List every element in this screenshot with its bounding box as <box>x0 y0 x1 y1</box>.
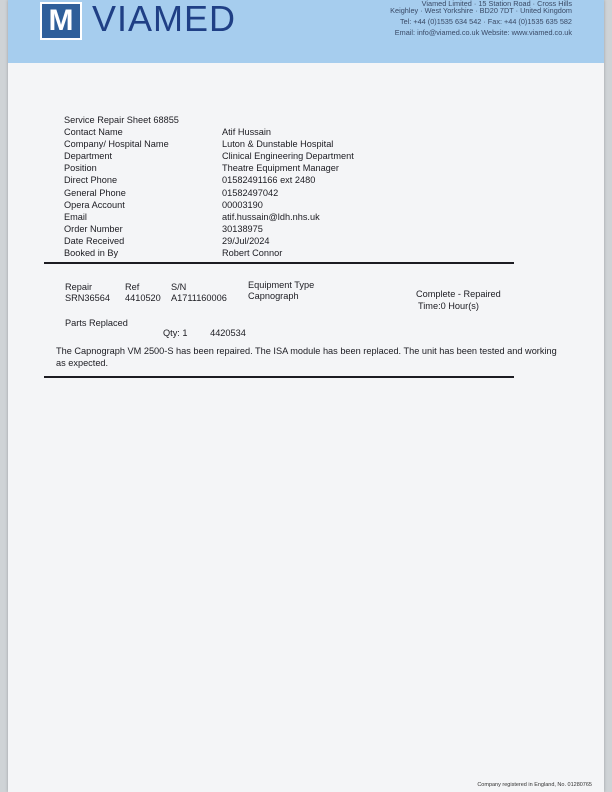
sheet-title: Service Repair Sheet 68855 <box>64 115 179 125</box>
field-label: Booked in By <box>64 248 119 259</box>
field-row <box>64 162 354 174</box>
field-value: Clinical Engineering Department <box>222 151 354 162</box>
address-line-2: Keighley · West Yorkshire · BD20 7DT · United Kingdom <box>390 6 572 15</box>
status-text: Complete - Repaired <box>416 289 501 299</box>
brand-name: VIAMED <box>92 0 237 39</box>
company-registration: Company registered in England, No. 01280765 <box>477 782 592 788</box>
field-row <box>64 138 354 150</box>
phone-line: Tel: +44 (0)1535 634 542 · Fax: +44 (0)1535 635 582 <box>399 17 572 26</box>
company-contact-info <box>390 2 572 38</box>
repair-status <box>416 289 501 312</box>
field-row <box>64 211 354 223</box>
repair-sheet-page <box>8 0 604 792</box>
repair-ref: 4410520 <box>125 293 161 303</box>
field-value: 00003190 <box>222 199 263 210</box>
field-value: Theatre Equipment Manager <box>222 163 339 174</box>
field-value: atif.hussain@ldh.nhs.uk <box>222 211 320 222</box>
repair-serial-number: A1711160006 <box>171 293 227 303</box>
field-row <box>64 199 354 211</box>
field-row <box>64 126 354 138</box>
field-value: 29/Jul/2024 <box>222 235 270 246</box>
field-label: Order Number <box>64 223 123 234</box>
repair-header-sn: S/N <box>171 282 187 292</box>
field-label: Contact Name <box>64 127 123 138</box>
field-row <box>64 235 354 247</box>
field-label: Position <box>64 163 97 174</box>
field-label: Direct Phone <box>64 175 118 186</box>
parts-qty: Qty: 1 <box>163 328 188 338</box>
field-label: Department <box>64 151 113 162</box>
field-label: General Phone <box>64 187 126 198</box>
viamed-logo-icon <box>40 2 82 40</box>
email-line: Email: info@viamed.co.uk Website: www.viamed.co.uk <box>394 28 572 37</box>
field-label: Email <box>64 211 87 222</box>
logo-letter: M <box>48 4 74 37</box>
letterhead <box>8 0 604 63</box>
customer-details <box>64 114 354 259</box>
repair-header-ref: Ref <box>125 282 140 292</box>
field-value: 30138975 <box>222 223 263 234</box>
field-label: Company/ Hospital Name <box>64 139 169 150</box>
field-row <box>64 223 354 235</box>
field-row <box>64 174 354 186</box>
field-value: Robert Connor <box>222 248 283 259</box>
parts-replaced-label: Parts Replaced <box>65 318 128 328</box>
field-row <box>64 247 354 259</box>
divider-top <box>44 262 514 264</box>
field-value: 01582491166 ext 2480 <box>222 175 316 186</box>
field-label: Opera Account <box>64 199 125 210</box>
parts-replaced-row <box>163 328 246 338</box>
field-row <box>64 150 354 162</box>
repair-number: SRN36564 <box>65 293 110 303</box>
field-label: Date Received <box>64 235 125 246</box>
field-value: Atif Hussain <box>222 127 272 138</box>
field-value: Luton & Dunstable Hospital <box>222 139 334 150</box>
part-number: 4420534 <box>210 328 246 338</box>
field-row <box>64 187 354 199</box>
field-value: 01582497042 <box>222 187 279 198</box>
labour-time: Time:0 Hour(s) <box>418 300 479 311</box>
address-line-1: Viamed Limited · 15 Station Road · Cross Hills <box>421 0 572 8</box>
repair-header-repair: Repair <box>65 282 93 292</box>
divider-bottom <box>44 376 514 378</box>
repair-note: The Capnograph VM 2500-S has been repaired. The ISA module has been replaced. The unit has been tested and working as expected. <box>56 346 557 368</box>
repair-header-equipment: Equipment Type <box>248 280 315 290</box>
repair-equipment-type: Capnograph <box>248 291 299 301</box>
